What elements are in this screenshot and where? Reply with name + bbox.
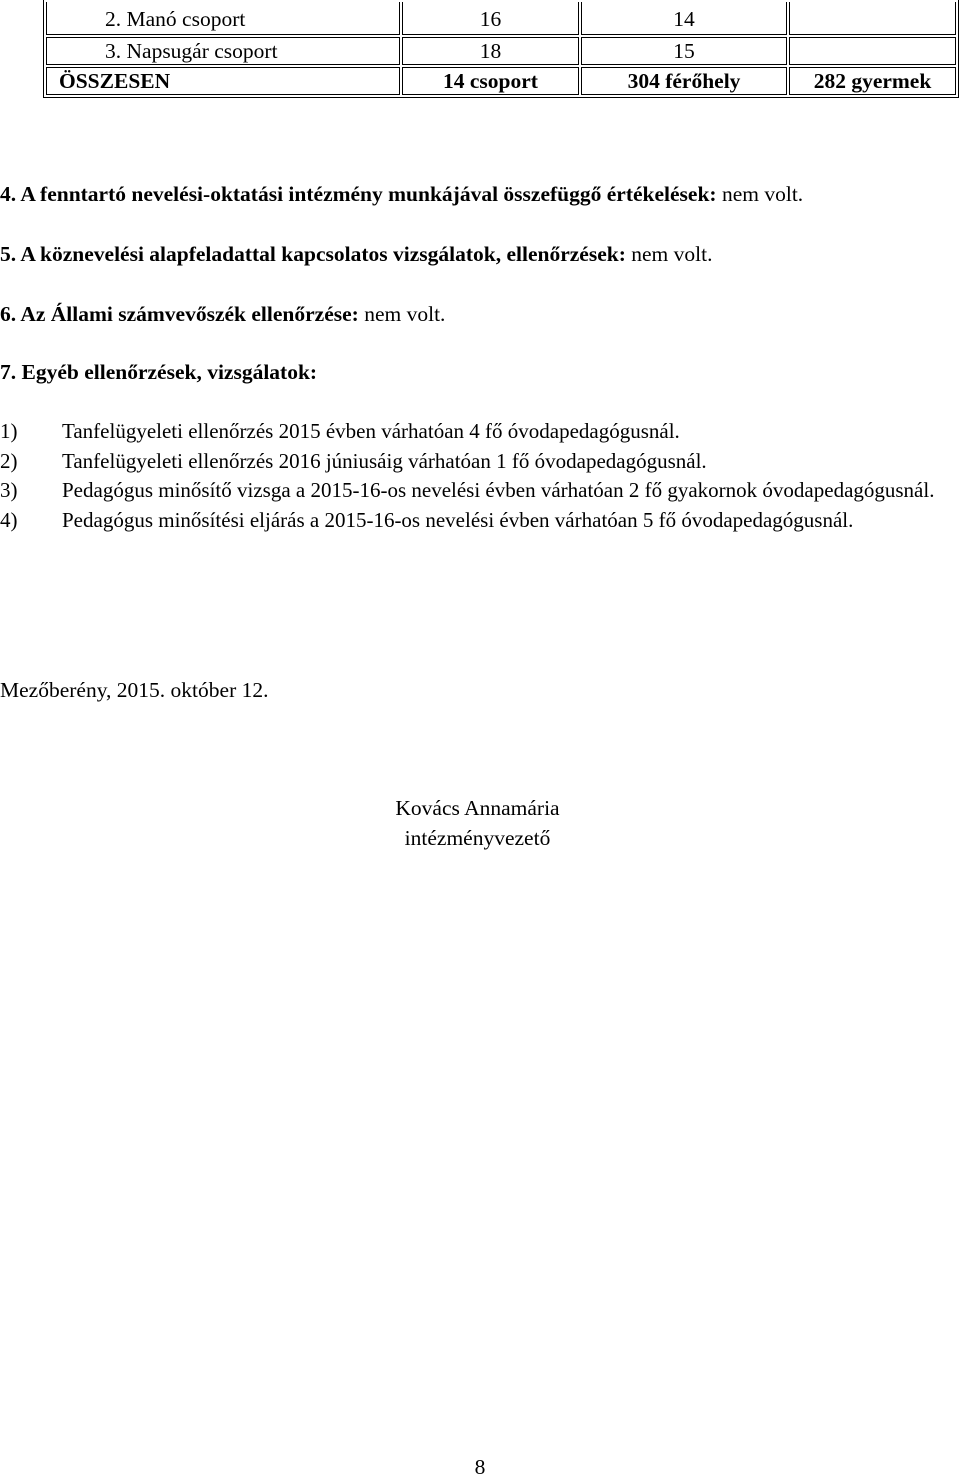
list-item-number: 4) — [0, 507, 18, 532]
section-4 — [0, 182, 803, 207]
list-item-number: 2) — [0, 448, 18, 473]
total-label-cell: ÖSSZESEN — [46, 67, 400, 95]
signatory-title: intézményvezető — [404, 826, 551, 850]
empty-cell — [789, 2, 956, 35]
total-children-cell: 282 gyermek — [789, 67, 956, 95]
section-value: nem volt. — [716, 182, 804, 206]
total-groups-cell: 14 csoport — [402, 67, 579, 95]
list-item-number: 3) — [0, 478, 18, 502]
empty-cell — [789, 37, 956, 65]
list-item — [0, 476, 953, 506]
places-cell: 18 — [402, 37, 579, 65]
list-item — [0, 506, 953, 536]
section-heading: 5. A köznevelési alapfeladattal kapcsolatos vizsgálatok, ellenőrzések: — [0, 242, 626, 266]
place-and-date: Mezőberény, 2015. október 12. — [0, 678, 269, 702]
list-item — [0, 447, 953, 477]
signatory-name: Kovács Annamária — [395, 796, 560, 820]
section-heading: 6. Az Állami számvevőszék ellenőrzése: — [0, 302, 359, 326]
total-row — [46, 67, 956, 95]
list-item-text: Tanfelügyeleti ellenőrzés 2015 évben várhatóan 4 fő óvodapedagógusnál. — [62, 419, 680, 443]
list-item-number: 1) — [0, 419, 18, 443]
section-heading: 7. Egyéb ellenőrzések, vizsgálatok: — [0, 360, 318, 384]
inspection-list — [0, 417, 953, 535]
section-value: nem volt. — [358, 302, 446, 326]
page-number: 8 — [474, 1455, 486, 1479]
group-name-cell: 3. Napsugár csoport — [46, 37, 400, 65]
list-item — [0, 417, 953, 447]
groups-table — [43, 0, 959, 98]
total-places-cell: 304 férőhely — [581, 67, 787, 95]
section-7 — [0, 360, 317, 385]
table-row — [46, 37, 956, 65]
places-cell: 16 — [402, 2, 579, 35]
children-cell: 15 — [581, 37, 787, 65]
children-cell: 14 — [581, 2, 787, 35]
section-5 — [0, 242, 712, 267]
list-item-text: Pedagógus minősítési eljárás a 2015-16-os nevelési évben várhatóan 5 fő óvodapedagógusnál. — [62, 507, 854, 532]
table-row — [46, 2, 956, 35]
section-6 — [0, 302, 445, 327]
group-name-cell: 2. Manó csoport — [46, 2, 400, 35]
section-value: nem volt. — [625, 242, 713, 266]
list-item-text: Pedagógus minősítő vizsga a 2015-16-os nevelési évben várhatóan 2 fő gyakornok óvodapedagógusnál. — [62, 478, 935, 502]
section-heading: 4. A fenntartó nevelési-oktatási intézmény munkájával összefüggő értékelések: — [0, 182, 717, 206]
list-item-text: Tanfelügyeleti ellenőrzés 2016 júniusáig várhatóan 1 fő óvodapedagógusnál. — [62, 448, 707, 473]
